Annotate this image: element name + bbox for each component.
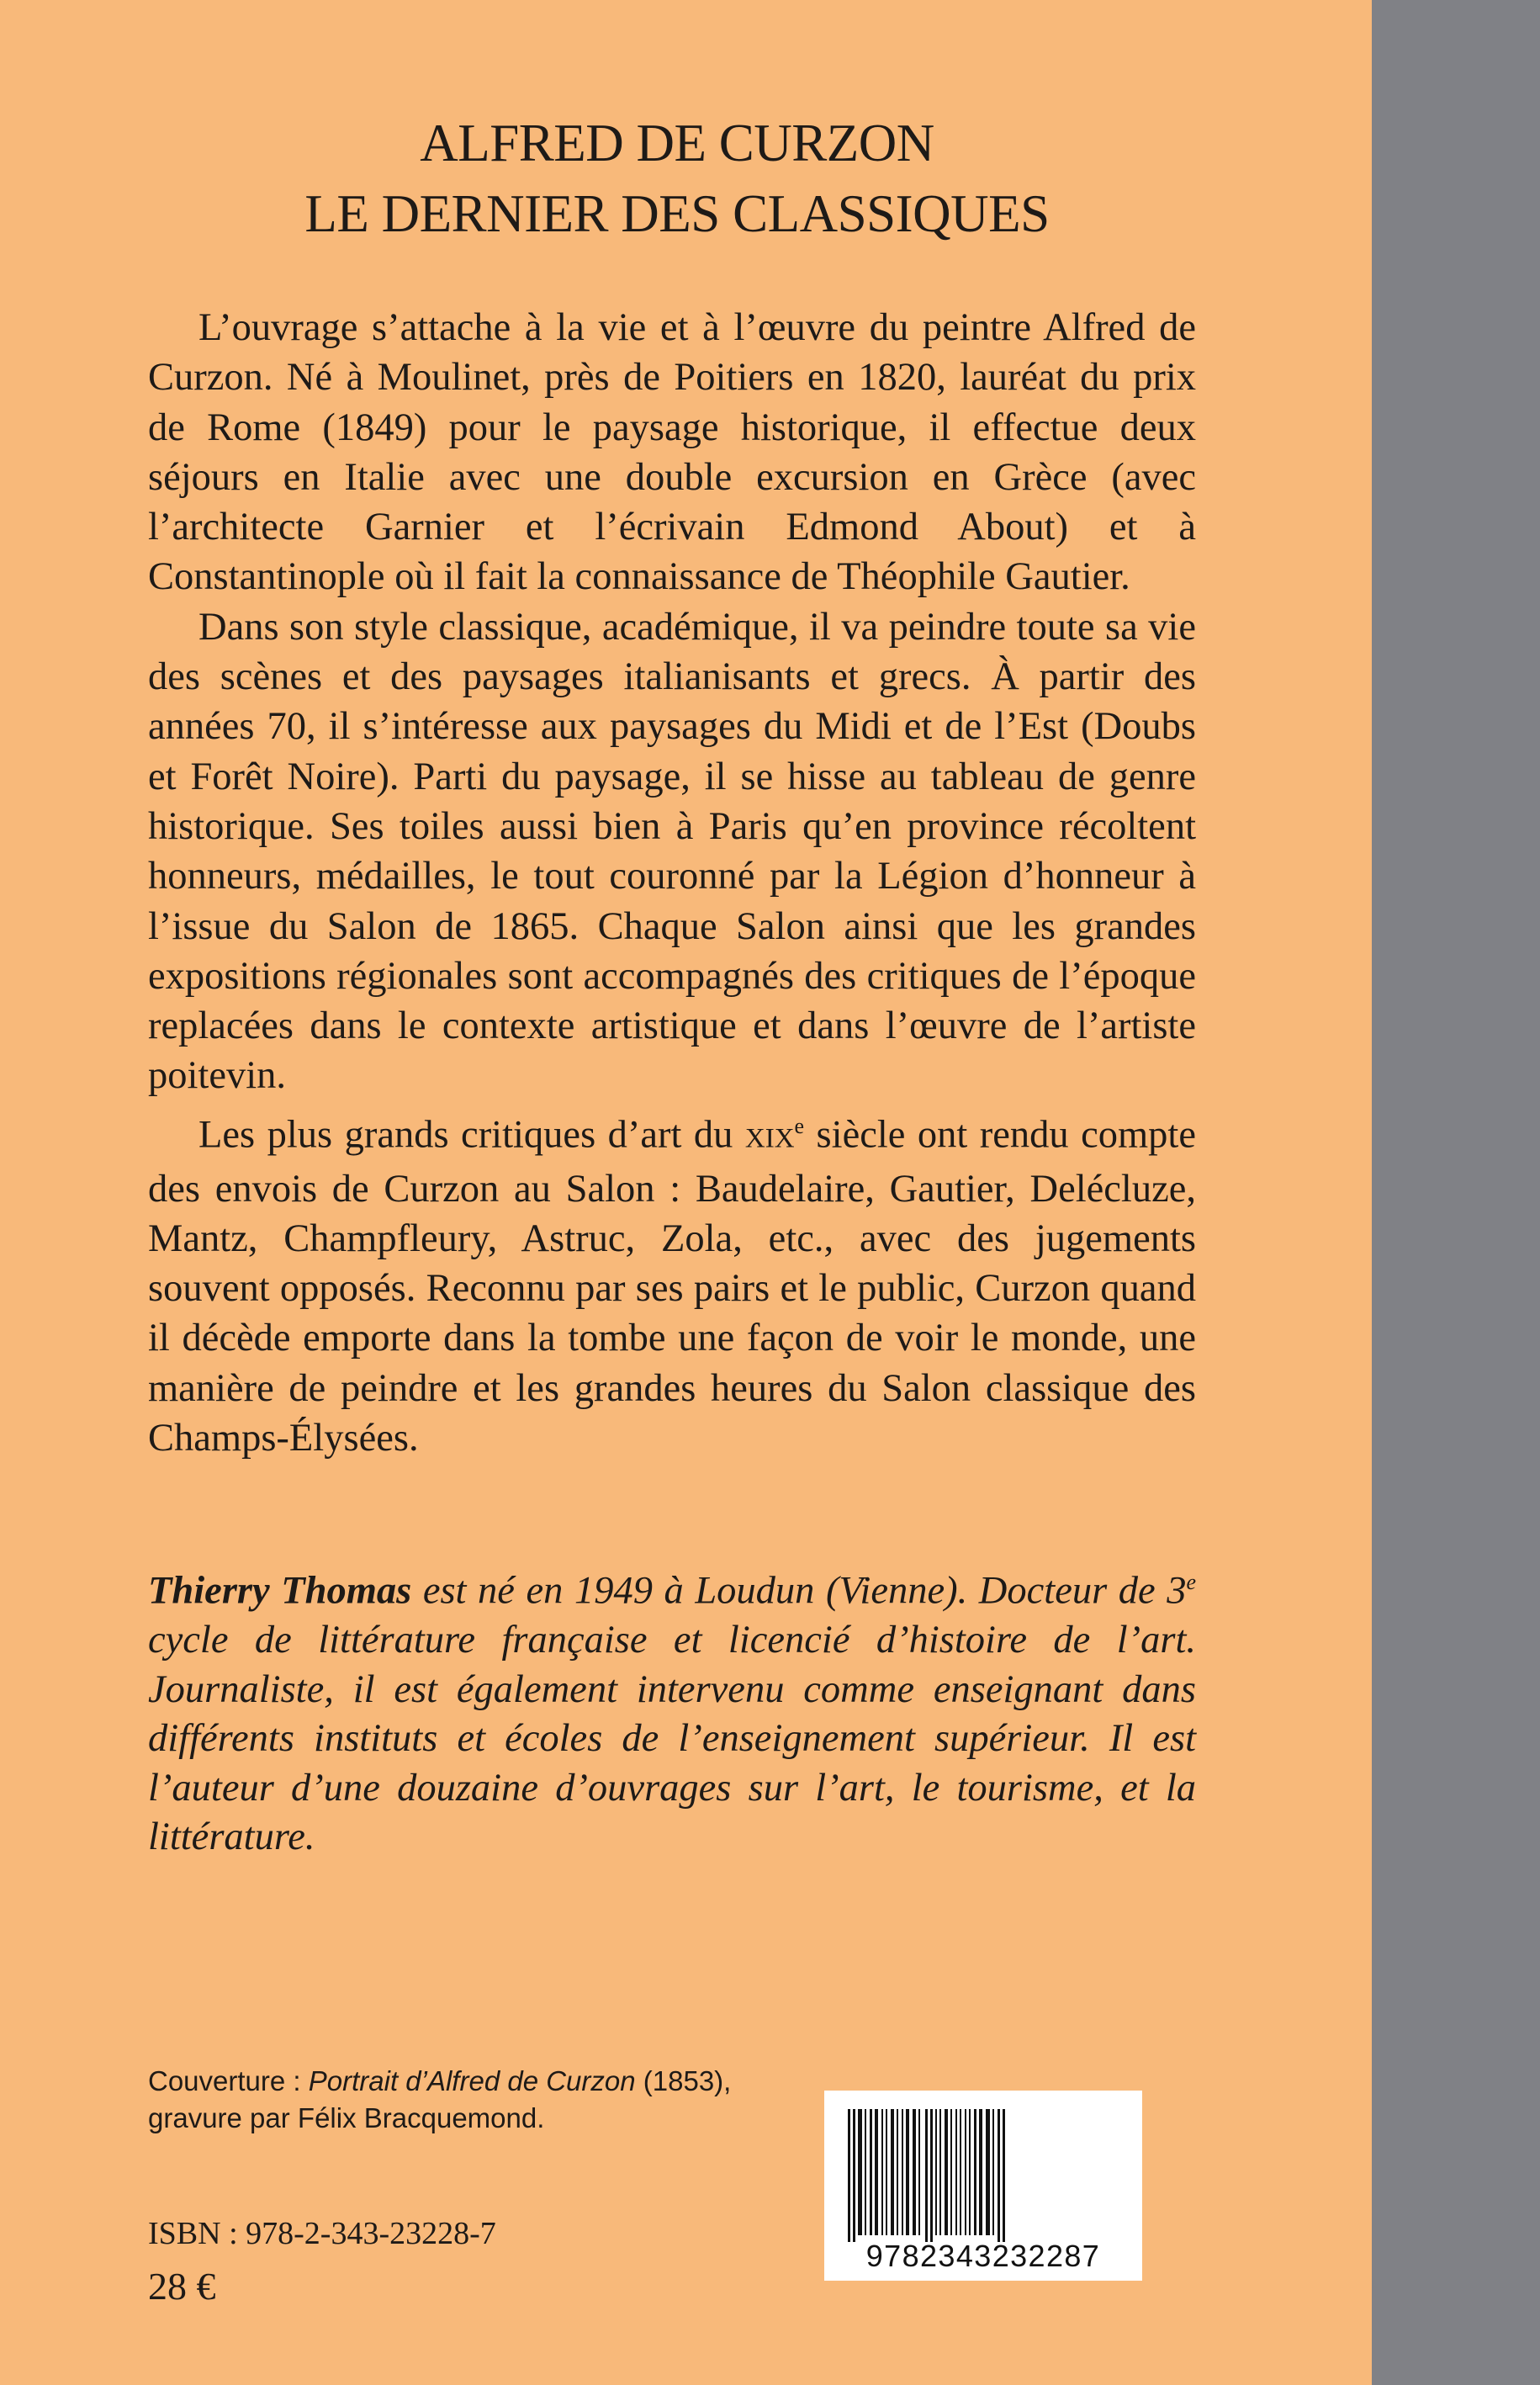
barcode-digits: 9782343232287 [865,2239,1101,2273]
barcode [824,2091,1142,2281]
barcode-bar [897,2109,898,2235]
barcode-bar [960,2109,961,2235]
title-line-1: ALFRED DE CURZON [420,114,934,172]
barcode-bar [875,2109,878,2235]
barcode-bars [824,2091,1142,2242]
barcode-bar [955,2109,957,2235]
barcode-bar [939,2109,941,2235]
cover-credit-year: (1853), [635,2065,732,2096]
barcode-bar [881,2109,883,2235]
isbn-text: ISBN : 978-2-343-23228-7 [148,2216,496,2251]
price-text: 28 € [148,2265,216,2308]
author-name: Thierry Thomas [148,1569,412,1613]
summary-paragraph-2: Dans son style classique, académique, il va peindre toute sa vie des scènes et des paysages italianisants et grecs. À partir des années 70, il s’intéresse aux paysages du Midi et de l’Est (Doubs et Forêt Noire). Parti du paysage, il se hisse au tableau de genre historique. Ses toiles aussi bien à Paris qu’en province récoltent honneurs, médailles, le tout couronné par la Légion d’honneur à l’issue du Salon de 1865. Chaque Salon ainsi que les grandes expositions régionales sont accompagnés des critiques de l’époque replacées dans le contexte artistique et dans l’œuvre de l’artiste poitevin. [148,605,1196,1098]
century-superscript: e [794,1113,805,1138]
barcode-bar [992,2109,994,2235]
barcode-bar [945,2109,948,2235]
cover-credit-prefix: Couverture : [148,2065,309,2096]
author-bio-superscript: e [1186,1570,1196,1594]
barcode-bar [974,2109,976,2235]
summary-p3-start: Les plus grands critiques d’art du [198,1113,745,1157]
barcode-bar [865,2109,866,2235]
summary-text [148,303,1196,1463]
barcode-bar [979,2109,982,2235]
author-bio-end: cycle de littérature française et licencié d’histoire de l’art. Journaliste, il est également intervenu comme enseignant dans différents instituts et écoles de l’enseignement supérieur. Il est l’auteur d’une douzaine d’ouvrages sur l’art, le tourisme, et la littérature. [148,1619,1196,1859]
cover-credit-work: Portrait d’Alfred de Curzon [308,2065,636,2096]
barcode-bar [930,2109,933,2242]
author-bio-start: est né en 1949 à Loudun (Vienne). Docteur de 3 [411,1569,1187,1613]
barcode-bar [906,2109,909,2235]
barcode-bar [986,2109,990,2235]
barcode-bar [918,2109,920,2235]
barcode-bar [891,2109,894,2235]
barcode-bar [902,2109,903,2235]
summary-p3-end: siècle ont rendu compte des envois de Curzon au Salon : Baudelaire, Gautier, Delécluze, Mantz, Champfleury, Astruc, Zola, etc., avec des jugements souvent opposés. Reconnu par ses pairs et le public, Curzon quand il décède emporte dans la tombe une façon de voir le monde, une manière de peindre et les grandes heures du Salon classique des Champs-Élysées. [148,1113,1196,1460]
book-title [135,108,1220,249]
barcode-bar [848,2109,850,2242]
barcode-bar [950,2109,952,2235]
barcode-bar [925,2109,928,2242]
cover-credit-line-2: gravure par Félix Bracquemond. [148,2102,545,2133]
barcode-bar [858,2109,862,2235]
barcode-bar [1003,2109,1005,2242]
barcode-bar [913,2109,916,2235]
barcode-bar [969,2109,971,2235]
cover-credit-line-1 [148,2063,731,2100]
barcode-bar [998,2109,1000,2242]
barcode-bar [886,2109,887,2235]
author-bio [148,1558,1196,1863]
barcode-bar [965,2109,966,2235]
title-line-2: LE DERNIER DES CLASSIQUES [304,184,1050,243]
book-spine [1372,0,1540,2385]
summary-paragraph-1: L’ouvrage s’attache à la vie et à l’œuvre du peintre Alfred de Curzon. Né à Moulinet, près de Poitiers en 1820, lauréat du prix de Rome (1849) pour le paysage historique, il effectue deux séjours en Italie avec une double excursion en Grèce (avec l’architecte Garnier et l’écrivain Edmond About) et à Constantinople où il fait la connaissance de Théophile Gautier. [148,306,1196,599]
century-numeral: XIX [744,1123,795,1154]
cover-credit [148,2063,731,2137]
barcode-bar [853,2109,855,2242]
barcode-bar [870,2109,872,2235]
barcode-bar [935,2109,937,2235]
summary-paragraph-3 [148,1101,1196,1464]
